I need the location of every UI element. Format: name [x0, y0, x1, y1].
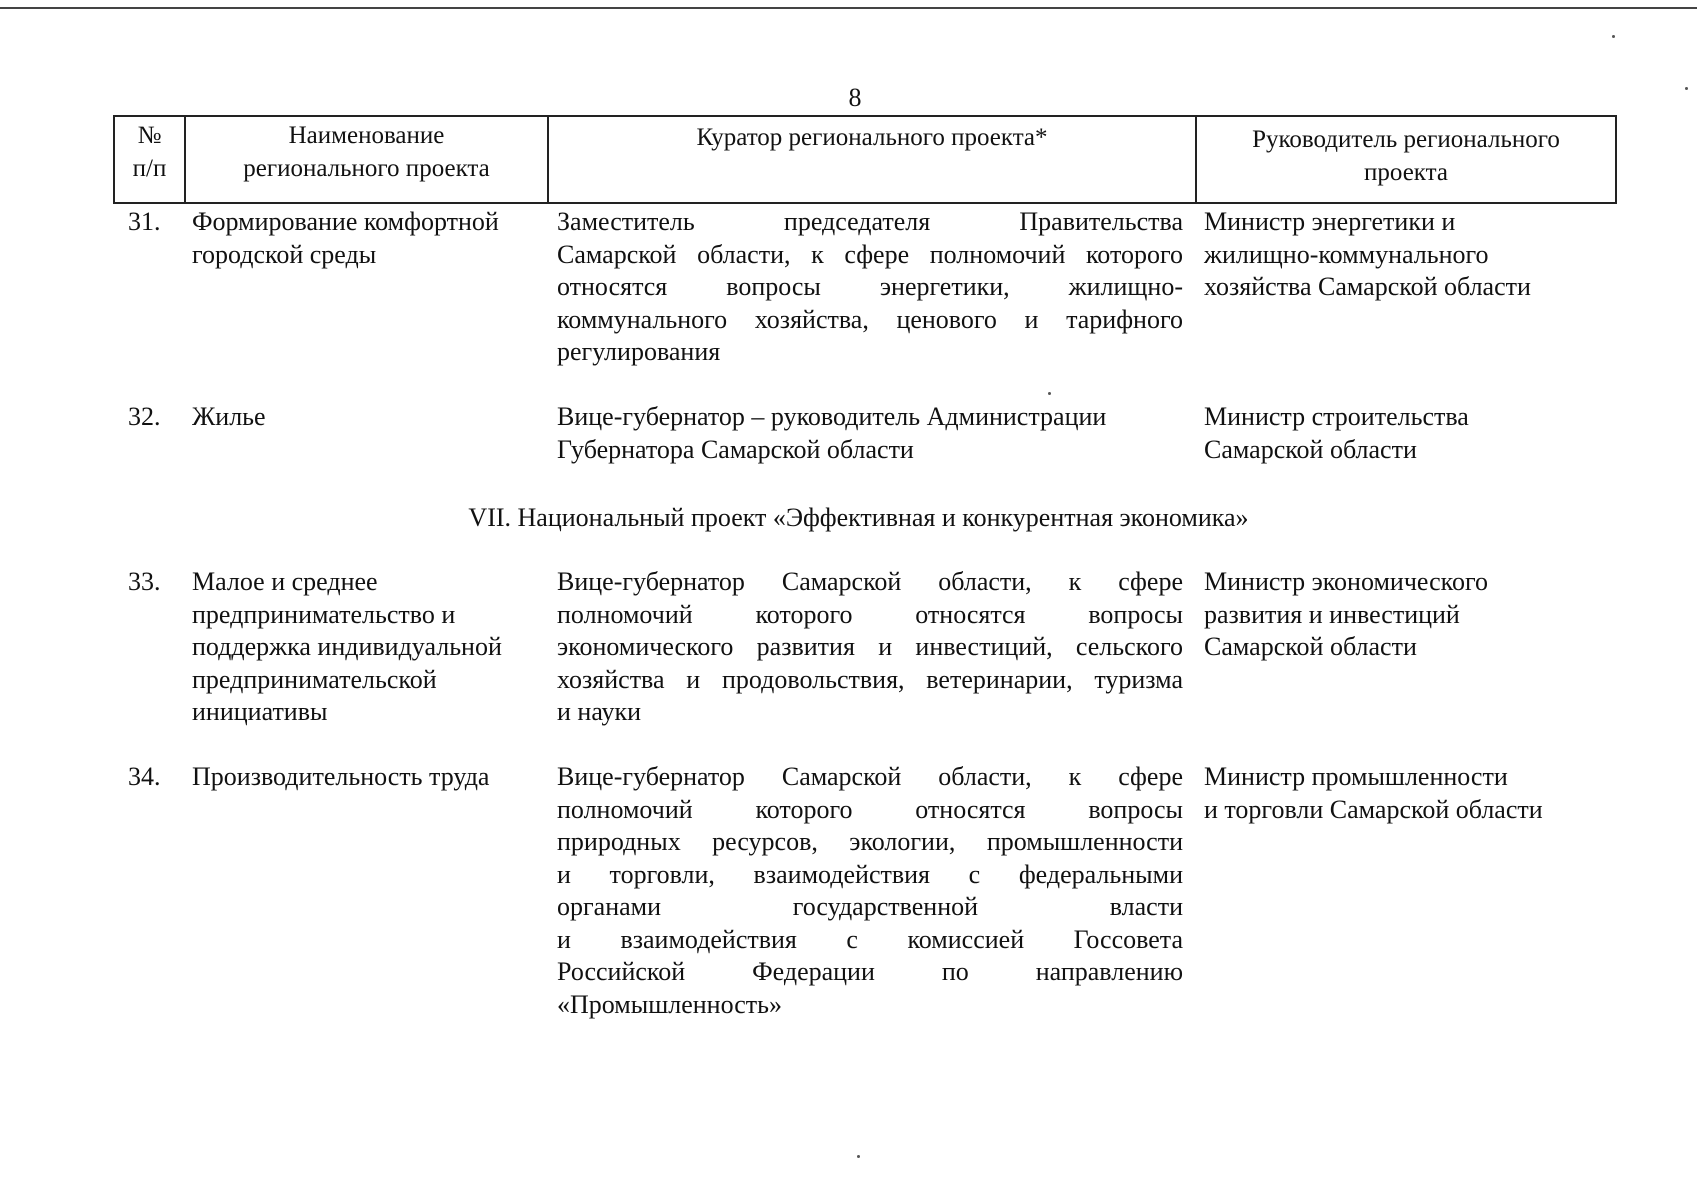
row-curator: [557, 566, 1183, 729]
row-leader: [1204, 761, 1624, 826]
text-line: Формирование комфортной: [192, 207, 499, 236]
row-project-name: [192, 566, 542, 729]
text-line: и торговли Самарской области: [1204, 794, 1543, 824]
text-line: Малое и среднее: [192, 567, 378, 596]
header-col-name-line: регионального проекта: [243, 155, 490, 182]
text-line: инициативы: [192, 697, 328, 726]
text-line: «Промышленность»: [557, 989, 782, 1019]
text-line: Жилье: [192, 402, 266, 431]
text-line: Министр экономического: [1204, 567, 1488, 596]
row-curator: [557, 761, 1183, 1021]
row-number: 32.: [128, 402, 161, 431]
row-curator: [557, 206, 1183, 369]
row-project-name: [192, 206, 542, 271]
text-line: органами государственной власти: [557, 892, 1183, 921]
text-line: городской среды: [192, 239, 377, 269]
text-line: Самарской области: [1204, 434, 1417, 464]
header-col-number-line: №: [137, 122, 162, 149]
text-line: Министр строительства: [1204, 402, 1469, 431]
text-line: Заместитель председателя Правительства: [557, 207, 1183, 236]
header-col-leader-line: Руководитель регионального: [1252, 126, 1560, 153]
text-line: экономического развития и инвестиций, сельского: [557, 632, 1183, 661]
row-leader: [1204, 206, 1624, 304]
row-leader: [1204, 566, 1624, 664]
header-col-leader-line: проекта: [1364, 159, 1448, 186]
text-line: Самарской области: [1204, 632, 1417, 661]
text-line: Производительность труда: [192, 762, 490, 791]
scan-speck: [1685, 87, 1688, 90]
text-line: Самарской области, к сфере полномочий которого: [557, 239, 1183, 269]
text-line: и взаимодействия с комиссией Госсовета: [557, 924, 1183, 954]
row-number: 31.: [128, 207, 161, 236]
text-line: полномочий которого относятся вопросы: [557, 599, 1183, 629]
row-project-name: [192, 401, 542, 434]
row-leader: [1204, 401, 1624, 466]
text-line: поддержка индивидуальной: [192, 632, 502, 661]
header-col-name-line: Наименование: [288, 122, 445, 149]
text-line: коммунального хозяйства, ценового и тарифного: [557, 304, 1183, 334]
text-line: хозяйства и продовольствия, ветеринарии, туризма: [557, 664, 1183, 694]
text-line: регулирования: [557, 337, 721, 366]
table-header: [113, 115, 1617, 204]
text-line: жилищно-коммунального: [1204, 239, 1489, 269]
section-title: VII. Национальный проект «Эффективная и конкурентная экономика»: [468, 503, 1249, 532]
text-line: предпринимательской: [192, 664, 437, 694]
top-rule: [0, 7, 1697, 9]
scan-speck: [1048, 392, 1051, 395]
scan-speck: [857, 1155, 860, 1158]
text-line: относятся вопросы энергетики, жилищно-: [557, 272, 1183, 301]
header-col-leader: [1197, 117, 1615, 202]
text-line: Вице-губернатор Самарской области, к сфере: [557, 567, 1183, 596]
text-line: Вице-губернатор – руководитель Администрации: [557, 402, 1107, 431]
text-line: предпринимательство и: [192, 599, 456, 629]
text-line: Российской Федерации по направлению: [557, 957, 1183, 986]
text-line: Министр промышленности: [1204, 762, 1508, 791]
scan-speck: [1612, 35, 1615, 38]
header-col-curator-line: Куратор регионального проекта*: [696, 124, 1048, 151]
header-col-number-line: п/п: [132, 155, 167, 182]
row-number: 33.: [128, 567, 161, 596]
text-line: Губернатора Самарской области: [557, 434, 914, 464]
header-col-number: [115, 117, 186, 202]
row-project-name: [192, 761, 542, 794]
text-line: и науки: [557, 697, 642, 726]
row-number: 34.: [128, 762, 161, 791]
header-col-name: [186, 117, 549, 202]
header-col-curator: [549, 117, 1197, 202]
text-line: Министр энергетики и: [1204, 207, 1456, 236]
page-number: 8: [848, 83, 862, 112]
text-line: развития и инвестиций: [1204, 599, 1460, 629]
text-line: полномочий которого относятся вопросы: [557, 794, 1183, 824]
text-line: и торговли, взаимодействия с федеральными: [557, 859, 1183, 889]
row-curator: [557, 401, 1183, 466]
text-line: Вице-губернатор Самарской области, к сфере: [557, 762, 1183, 791]
text-line: хозяйства Самарской области: [1204, 272, 1531, 301]
text-line: природных ресурсов, экологии, промышленности: [557, 827, 1183, 856]
